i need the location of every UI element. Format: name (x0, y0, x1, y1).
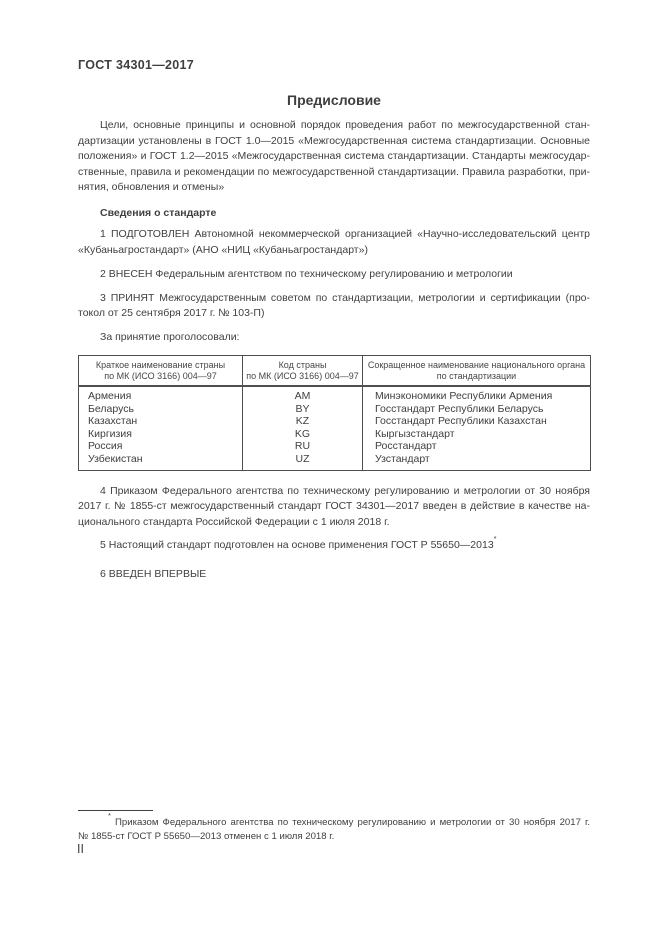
standard-info-item-2 (78, 267, 590, 283)
footnote-rule (78, 810, 153, 811)
paragraph-line: ственные, правила и рекомендации по межгосударственной стандартизации. Правила разработки, при- (78, 165, 590, 178)
vote-table-header-row (79, 356, 591, 387)
paragraph-line: «Кубаньагростандарт» (АНО «НИЦ «Кубаньагростандарт») (78, 243, 368, 256)
table-row (79, 386, 591, 403)
intro-paragraph (78, 118, 590, 196)
section-heading-standard-info: Сведения о стандарте (100, 206, 217, 219)
cell-body: Минэкономики Республики Армения (363, 386, 591, 403)
cell-body: Госстандарт Республики Казахстан (363, 415, 591, 428)
vote-table (78, 355, 591, 471)
paragraph-line: дартизации установлены в ГОСТ 1.0—2015 «Межгосударственная система стандартизации. Основные (78, 134, 590, 147)
column-header-line: Сокращенное наименование национального органа (367, 360, 586, 370)
page-number: II (77, 842, 84, 856)
column-header-country (79, 356, 243, 387)
paragraph-line: ционального стандарта Российской Федерации с 1 июля 2018 г. (78, 515, 390, 528)
cell-code: AM (243, 386, 363, 403)
standard-info-item-4 (78, 484, 590, 531)
paragraph-text: 5 Настоящий стандарт подготовлен на основе применения ГОСТ Р 55650—2013 (100, 539, 494, 552)
column-header-line: по МК (ИСО 3166) 004—97 (104, 370, 217, 381)
page-content (78, 0, 590, 582)
cell-country: Россия (79, 440, 243, 453)
paragraph-line: 1 ПОДГОТОВЛЕН Автономной некоммерческой организацией «Научно-исследовательский центр (100, 228, 590, 240)
cell-code: RU (243, 440, 363, 453)
cell-country: Киргизия (79, 428, 243, 441)
table-row (79, 415, 591, 428)
footnote-line: № 1855-ст ГОСТ Р 55650—2013 отменен с 1 июля 2018 г. (78, 830, 335, 842)
paragraph-line: нятия, обновления и отмены» (78, 181, 225, 193)
cell-code: UZ (243, 453, 363, 470)
paragraph-line: 2 ВНЕСЕН Федеральным агентством по техническому регулированию и метрологии (100, 268, 513, 280)
cell-country: Беларусь (79, 403, 243, 416)
column-header-code (243, 356, 363, 387)
table-row (79, 403, 591, 416)
table-row (79, 453, 591, 470)
footnote-reference: * (493, 533, 497, 543)
column-header-body (363, 356, 591, 387)
document-code: ГОСТ 34301—2017 (78, 58, 195, 72)
column-header-line: Код страны (278, 360, 327, 370)
footnote-text: Приказом Федерального агентства по техническому регулированию и метрологии от 30 ноября 2017 г. (115, 817, 590, 828)
standard-info-item-1 (78, 227, 590, 258)
cell-code: BY (243, 403, 363, 416)
column-header-line: по МК (ИСО 3166) 004—97 (246, 370, 359, 381)
cell-code: KZ (243, 415, 363, 428)
cell-body: Узстандарт (363, 453, 591, 470)
cell-code: KG (243, 428, 363, 441)
paragraph-line: 4 Приказом Федерального агентства по техническому регулированию и метрологии от 30 ноября (100, 484, 590, 497)
column-header-line: Краткое наименование страны (95, 360, 226, 370)
paragraph-line: положения» и ГОСТ 1.2—2015 «Межгосударственная система стандартизации. Стандарты межгосудар- (78, 150, 590, 162)
page-title: Предисловие (287, 92, 381, 108)
footnote-line (78, 810, 590, 830)
table-row (79, 440, 591, 453)
cell-body: Кыргызстандарт (363, 428, 591, 441)
paragraph-line: 3 ПРИНЯТ Межгосударственным советом по стандартизации, метрологии и сертификации (про- (100, 291, 590, 304)
cell-body: Росстандарт (363, 440, 591, 453)
column-header-line: по стандартизации (436, 370, 517, 381)
vote-caption: За принятие проголосовали: (100, 330, 240, 343)
standard-info-item-3 (78, 291, 590, 322)
cell-country: Казахстан (79, 415, 243, 428)
standard-info-item-5 (78, 533, 590, 554)
footnote-marker: * (108, 810, 111, 820)
table-row (79, 428, 591, 441)
cell-body: Госстандарт Республики Беларусь (363, 403, 591, 416)
standard-info-item-6: 6 ВВЕДЕН ВПЕРВЫЕ (100, 567, 207, 580)
paragraph-line: 2017 г. № 1855-ст межгосударственный стандарт ГОСТ 34301—2017 введен в действие в качестве на- (78, 500, 590, 513)
paragraph-line: Цели, основные принципы и основной порядок проведения работ по межгосударственной стан- (100, 119, 590, 131)
paragraph-line: токол от 25 сентября 2017 г. № 103-П) (78, 307, 265, 319)
cell-country: Армения (79, 386, 243, 403)
cell-country: Узбекистан (79, 453, 243, 470)
footnote (78, 810, 590, 844)
